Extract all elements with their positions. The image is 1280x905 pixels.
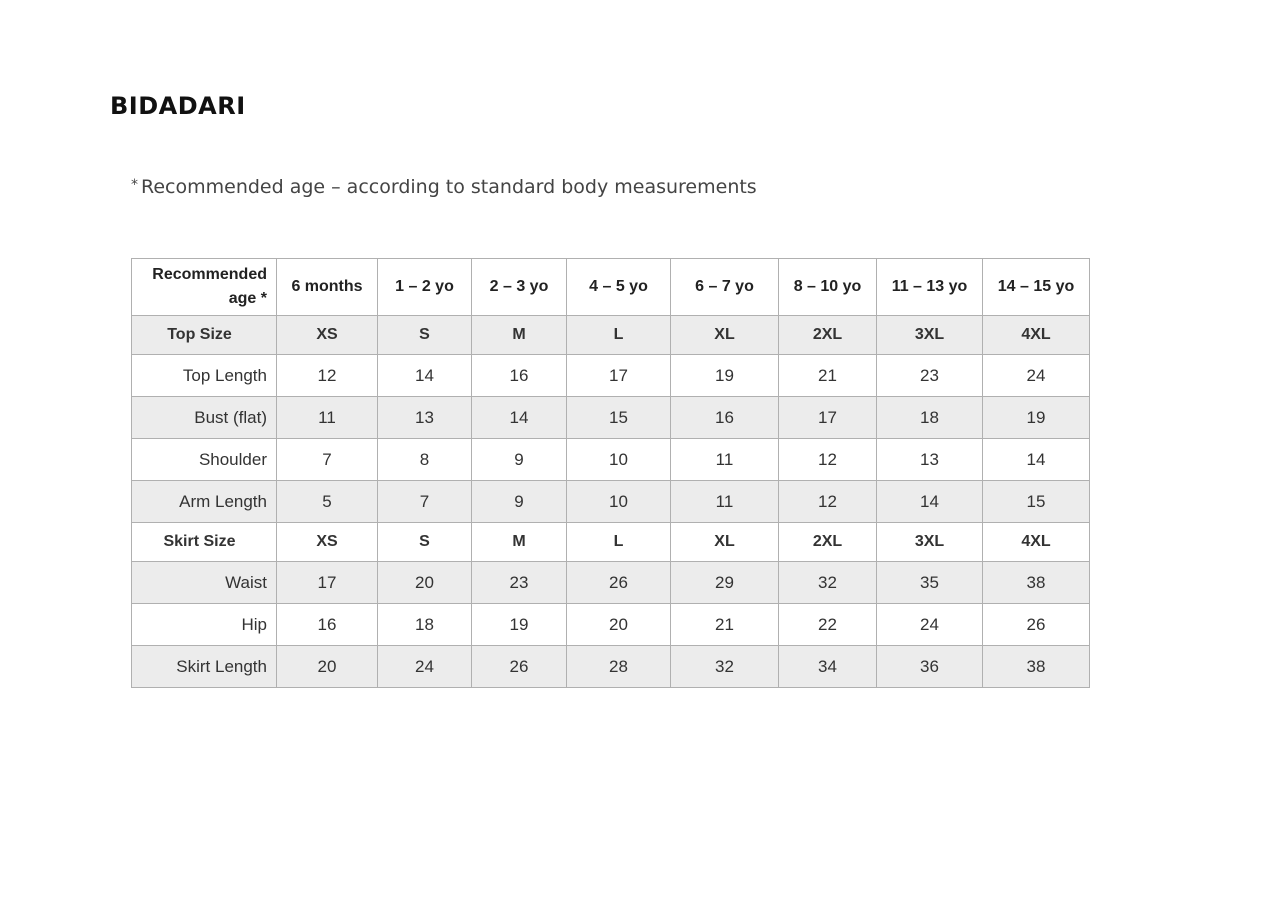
size-cell: S — [378, 316, 472, 355]
corner-line-1: Recommended — [152, 266, 267, 283]
age-header: 2 – 3 yo — [472, 259, 567, 316]
table-cell: 19 — [671, 355, 779, 397]
table-cell: 24 — [877, 604, 983, 646]
table-cell: 24 — [378, 646, 472, 688]
recommended-age-header — [132, 259, 277, 316]
top-size-row — [132, 316, 1090, 355]
size-cell: L — [567, 523, 671, 562]
table-cell: 14 — [472, 397, 567, 439]
skirt-size-row — [132, 523, 1090, 562]
size-cell: 2XL — [779, 523, 877, 562]
table-cell: 17 — [567, 355, 671, 397]
table-cell: 8 — [378, 439, 472, 481]
size-cell: XS — [277, 523, 378, 562]
table-cell: 9 — [472, 439, 567, 481]
brand-title: BIDADARI — [110, 92, 246, 120]
bust-row — [132, 397, 1090, 439]
table-cell: 10 — [567, 481, 671, 523]
table-cell: 24 — [983, 355, 1090, 397]
table-cell: 12 — [277, 355, 378, 397]
age-header: 14 – 15 yo — [983, 259, 1090, 316]
table-cell: 35 — [877, 562, 983, 604]
skirt-size-label: Skirt Size — [132, 523, 277, 562]
shoulder-row — [132, 439, 1090, 481]
note-text: Recommended age – according to standard body measurements — [141, 176, 757, 198]
table-cell: 29 — [671, 562, 779, 604]
recommended-age-note — [131, 176, 757, 198]
size-chart-table — [131, 258, 1090, 688]
asterisk: * — [131, 177, 138, 193]
top-length-row — [132, 355, 1090, 397]
table-cell: 11 — [671, 481, 779, 523]
row-label: Skirt Length — [132, 646, 277, 688]
size-cell: 3XL — [877, 316, 983, 355]
table-cell: 38 — [983, 562, 1090, 604]
table-cell: 21 — [671, 604, 779, 646]
table-cell: 14 — [378, 355, 472, 397]
table-cell: 28 — [567, 646, 671, 688]
age-header: 8 – 10 yo — [779, 259, 877, 316]
table-cell: 22 — [779, 604, 877, 646]
table-cell: 23 — [877, 355, 983, 397]
size-cell: XL — [671, 316, 779, 355]
table-cell: 15 — [567, 397, 671, 439]
size-cell: M — [472, 523, 567, 562]
table-cell: 14 — [983, 439, 1090, 481]
table-cell: 12 — [779, 481, 877, 523]
row-label: Top Length — [132, 355, 277, 397]
size-cell: XS — [277, 316, 378, 355]
table-cell: 20 — [378, 562, 472, 604]
age-header: 6 – 7 yo — [671, 259, 779, 316]
table-cell: 17 — [277, 562, 378, 604]
size-cell: 3XL — [877, 523, 983, 562]
size-cell: XL — [671, 523, 779, 562]
row-label: Hip — [132, 604, 277, 646]
table-cell: 12 — [779, 439, 877, 481]
table-cell: 10 — [567, 439, 671, 481]
table-cell: 15 — [983, 481, 1090, 523]
size-cell: L — [567, 316, 671, 355]
skirt-length-row — [132, 646, 1090, 688]
waist-row — [132, 562, 1090, 604]
age-header-row — [132, 259, 1090, 316]
size-cell: 2XL — [779, 316, 877, 355]
table-cell: 20 — [277, 646, 378, 688]
top-size-label: Top Size — [132, 316, 277, 355]
table-cell: 36 — [877, 646, 983, 688]
table-cell: 14 — [877, 481, 983, 523]
age-header: 4 – 5 yo — [567, 259, 671, 316]
table-cell: 26 — [983, 604, 1090, 646]
table-cell: 32 — [671, 646, 779, 688]
age-header: 6 months — [277, 259, 378, 316]
arm-length-row — [132, 481, 1090, 523]
table-cell: 13 — [378, 397, 472, 439]
table-cell: 13 — [877, 439, 983, 481]
table-cell: 18 — [877, 397, 983, 439]
row-label: Bust (flat) — [132, 397, 277, 439]
row-label: Shoulder — [132, 439, 277, 481]
table-cell: 17 — [779, 397, 877, 439]
table-cell: 11 — [671, 439, 779, 481]
table-cell: 19 — [472, 604, 567, 646]
table-cell: 7 — [378, 481, 472, 523]
table-cell: 34 — [779, 646, 877, 688]
row-label: Arm Length — [132, 481, 277, 523]
hip-row — [132, 604, 1090, 646]
size-cell: 4XL — [983, 316, 1090, 355]
table-cell: 19 — [983, 397, 1090, 439]
table-cell: 26 — [472, 646, 567, 688]
table-cell: 21 — [779, 355, 877, 397]
table-cell: 23 — [472, 562, 567, 604]
table-cell: 38 — [983, 646, 1090, 688]
row-label: Waist — [132, 562, 277, 604]
table-cell: 16 — [277, 604, 378, 646]
size-cell: 4XL — [983, 523, 1090, 562]
table-cell: 20 — [567, 604, 671, 646]
table-cell: 32 — [779, 562, 877, 604]
corner-line-2: age * — [228, 290, 267, 307]
table-cell: 16 — [472, 355, 567, 397]
table-cell: 11 — [277, 397, 378, 439]
table-cell: 9 — [472, 481, 567, 523]
age-header: 11 – 13 yo — [877, 259, 983, 316]
table-cell: 5 — [277, 481, 378, 523]
table-cell: 18 — [378, 604, 472, 646]
size-cell: S — [378, 523, 472, 562]
table-cell: 16 — [671, 397, 779, 439]
table-cell: 26 — [567, 562, 671, 604]
table-cell: 7 — [277, 439, 378, 481]
age-header: 1 – 2 yo — [378, 259, 472, 316]
size-cell: M — [472, 316, 567, 355]
